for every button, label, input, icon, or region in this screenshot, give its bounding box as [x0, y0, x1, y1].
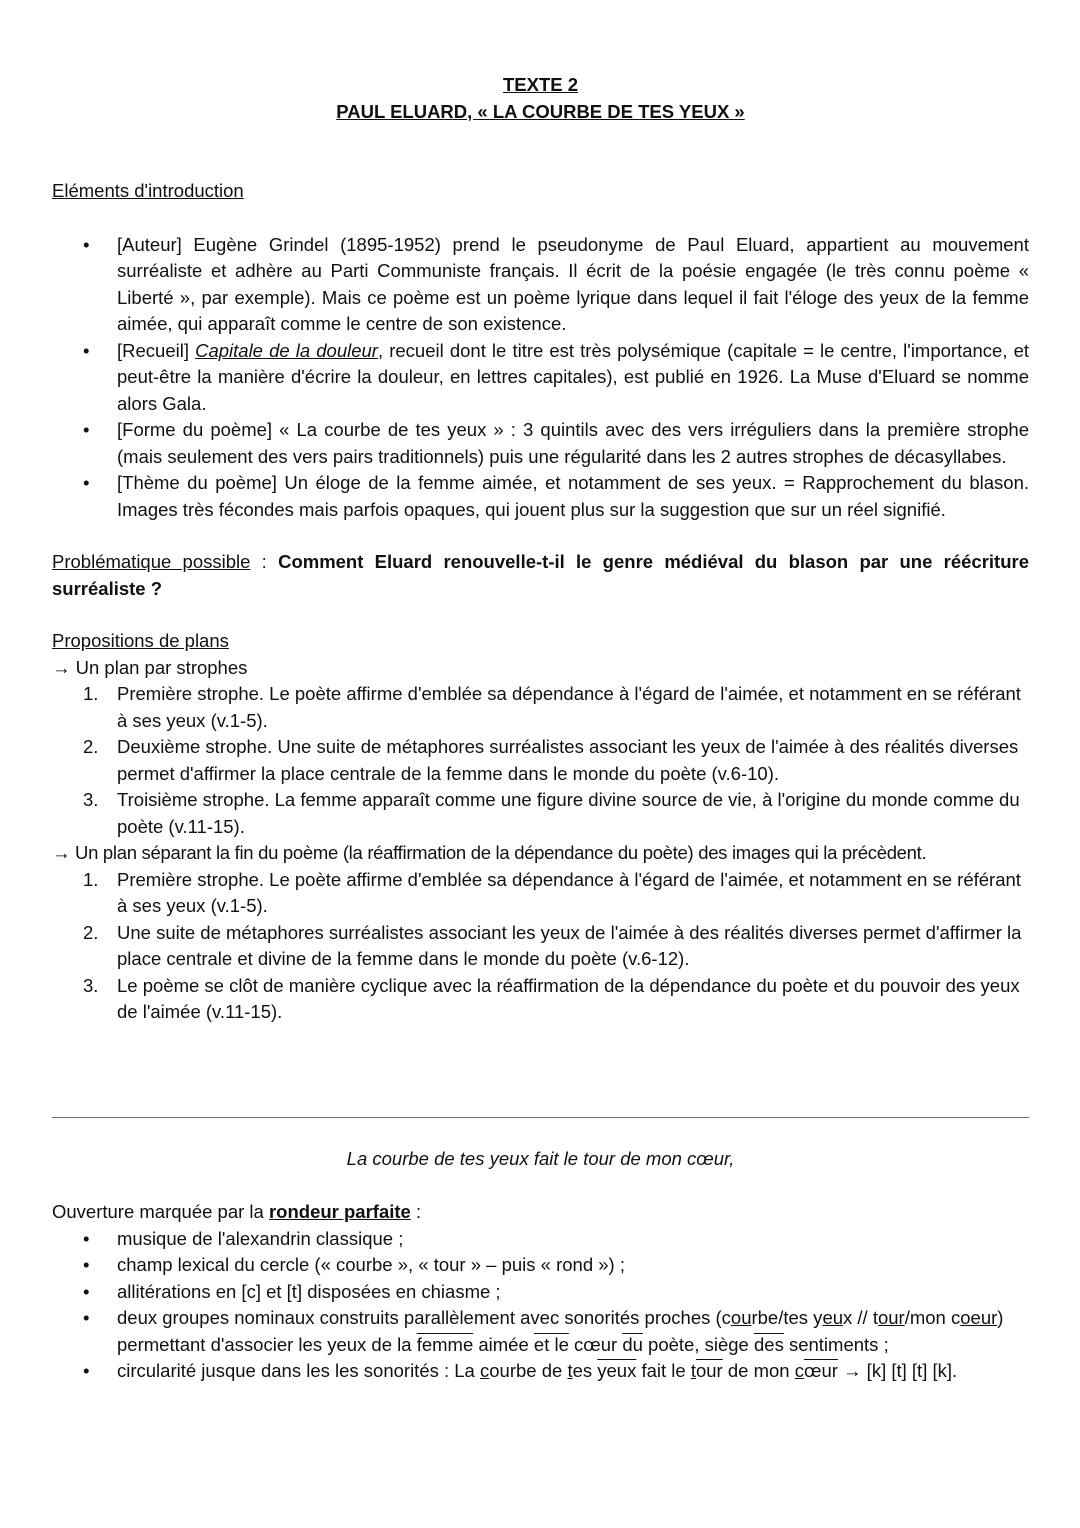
text-segment: poète, siège [642, 1333, 754, 1355]
overlined-word: $\overline{œur}$ [803, 1360, 838, 1381]
plan-item-text: Le poème se clôt de manière cyclique avec la réaffirmation de la dépendance du poète et du pouvoir des yeux de l'aimée (v.11-15). [117, 974, 1020, 1022]
analysis-list [52, 1226, 1029, 1385]
analysis-item-text: champ lexical du cercle (« courbe », « tour » – puis « rond ») ; [117, 1254, 625, 1275]
plan-item-text: Première strophe. Le poète affirme d'emblée sa dépendance à l'égard de l'aimée, et notamment en se référant à ses yeux (v.1-5). [117, 868, 1021, 916]
plan1-title: → Un plan par strophes [52, 656, 248, 678]
bullet-icon: • [83, 1280, 90, 1302]
plan1-item [52, 681, 1029, 734]
overlined-word: yeux [597, 1360, 637, 1381]
plan2-item [52, 920, 1029, 973]
underlined-sound: c [794, 1360, 804, 1381]
analysis-item-text: musique de l'alexandrin classique ; [117, 1227, 404, 1249]
analysis-item [52, 1252, 1029, 1279]
analysis-intro [52, 1199, 1029, 1226]
plan1-item [52, 787, 1029, 840]
text-segment: fait le [636, 1360, 691, 1381]
text-segment: sentiments ; [783, 1333, 889, 1355]
analysis-item-circularity [52, 1358, 1029, 1385]
intro-item-prefix: [Recueil] [117, 339, 196, 361]
problematique-separator: : [250, 551, 279, 572]
bullet-icon: • [83, 1254, 90, 1275]
analysis-item [52, 1279, 1029, 1306]
problematique [52, 549, 1029, 602]
list-number: 3. [83, 974, 99, 996]
intro-item-theme [52, 470, 1029, 523]
plan2-item [52, 973, 1029, 1026]
underlined-sound: oeur [960, 1307, 998, 1328]
plan-item-text: Deuxième strophe. Une suite de métaphores surréalistes associant les yeux de l'aimée à des réalités diverses permet d'affirmer la place centrale de la femme dans le monde du poète (v.6-10). [117, 736, 1019, 784]
document-title-line1: TEXTE 2 [502, 74, 579, 95]
introduction-list [52, 232, 1029, 524]
plan-item-text: Première strophe. Le poète affirme d'emblée sa dépendance à l'égard de l'aimée, et notamment en se référant à ses yeux (v.1-5). [117, 683, 1021, 731]
overlined-word: et le [533, 1333, 569, 1355]
bullet-icon: • [83, 339, 90, 361]
problematique-question: Comment Eluard renouvelle-t-il le genre médiéval du blason par une réécriture surréaliste ? [52, 551, 1030, 599]
bullet-icon: • [83, 1360, 90, 1381]
intro-item-text: , recueil dont le titre est très polysémique (capitale = le centre, l'importance, et peut-être la manière d'écrire la douleur, en lettres capitales), est publié en 1926. La Muse d'Eluard se nomme alors Gala. [117, 339, 1030, 414]
text-segment: es [572, 1360, 598, 1381]
underlined-sound: our [877, 1307, 905, 1328]
intro-item-text: [Thème du poème] Un éloge de la femme aimée, et notamment de ses yeux. = Rapprochement du blason. Images très fécondes mais parfois opaques, qui jouent plus sur la suggestion que sur un réel signifié. [117, 472, 1029, 520]
analysis-intro-suffix: : [410, 1201, 422, 1222]
plan-item-text: Une suite de métaphores surréalistes associant les yeux de l'aimée à des réalités diverses permet d'affirmer la place centrale et divine de la femme dans le monde du poète (v.6-12). [117, 921, 1022, 969]
text-segment: x // t [843, 1307, 878, 1328]
bullet-icon: • [83, 1307, 90, 1328]
bullet-icon: • [83, 419, 90, 440]
plan-item-text: Troisième strophe. La femme apparaît comme une figure divine source de vie, à l'origine du monde comme du poète (v.11-15). [117, 789, 1020, 837]
overlined-word: $\overline{des}$ [754, 1333, 784, 1355]
plans-heading: Propositions de plans [52, 630, 229, 651]
analysis-intro-prefix: Ouverture marquée par la [52, 1201, 269, 1222]
text-segment: circularité jusque dans les les sonorités : La [117, 1360, 480, 1381]
intro-item-collection [52, 338, 1029, 418]
plan2-item [52, 867, 1029, 920]
intro-item-form [52, 417, 1029, 470]
text-segment: de mon [722, 1360, 795, 1381]
plan2-list [52, 867, 1029, 1026]
intro-item-author [52, 232, 1029, 338]
underlined-sound: c [480, 1360, 490, 1381]
problematique-label: Problématique possible [52, 551, 251, 572]
plan1-item [52, 734, 1029, 787]
introduction-heading: Eléments d'introduction [52, 180, 244, 201]
text-segment: /mon c [904, 1307, 961, 1328]
text-segment: ourbe de [489, 1360, 568, 1381]
analysis-intro-emphasis: rondeur parfaite [268, 1201, 411, 1222]
text-segment: cœur [568, 1333, 623, 1355]
verse-analysis [52, 1199, 1029, 1385]
document-title-line2: PAUL ELUARD, « LA COURBE DE TES YEUX » [336, 100, 745, 122]
text-segment: → [k] [t] [t] [k]. [837, 1360, 958, 1381]
text-segment: aimée [473, 1333, 534, 1355]
analysis-item-parallel-groups [52, 1305, 1029, 1358]
underlined-sound: ou [730, 1307, 752, 1328]
overlined-word: $\overline{du}$ [622, 1333, 643, 1355]
overlined-word: femme [416, 1333, 474, 1355]
underlined-sound: t [567, 1360, 573, 1381]
text-segment: ) permettant d'associer les yeux de la [117, 1307, 1004, 1355]
document-page [52, 72, 1029, 1026]
analysis-item [52, 1226, 1029, 1253]
bullet-icon: • [83, 472, 90, 493]
overlined-word: $\overline{our}$ [695, 1360, 723, 1381]
collection-title: Capitale de la douleur [195, 339, 378, 361]
intro-item-text: [Auteur] Eugène Grindel (1895-1952) prend le pseudonyme de Paul Eluard, appartient au mouvement surréaliste et adhère au Parti Communiste français. Il écrit de la poésie engagée (le très connu poème « Liberté », par exemple). Mais ce poème est un poème lyrique dans lequel il fait l'éloge des yeux de la femme aimée, qui apparaît comme le centre de son existence. [117, 233, 1029, 334]
text-segment: rbe/tes y [751, 1307, 823, 1328]
bullet-icon: • [83, 1227, 90, 1249]
plan2-title: → Un plan séparant la fin du poème (la réaffirmation de la dépendance du poète) des images qui la précèdent. [52, 842, 927, 863]
text-segment: deux groupes nominaux construits parallèlement avec sonorités proches (c [117, 1307, 731, 1328]
horizontal-divider [52, 1117, 1029, 1118]
underlined-sound: eu [822, 1307, 844, 1328]
plan1-list [52, 681, 1029, 840]
list-number: 1. [83, 868, 99, 890]
bullet-icon: • [83, 233, 90, 255]
list-number: 1. [83, 683, 99, 704]
analysis-item-text: allitérations en [c] et [t] disposées en chiasme ; [117, 1280, 501, 1302]
intro-item-text: [Forme du poème] « La courbe de tes yeux » : 3 quintils avec des vers irréguliers dans la première strophe (mais seulement des vers pairs traditionnels) puis une régularité dans les 2 autres strophes de décasyllabes. [117, 419, 1029, 467]
list-number: 2. [83, 736, 99, 757]
list-number: 3. [83, 789, 99, 810]
list-number: 2. [83, 921, 99, 943]
poem-verse-line: La courbe de tes yeux fait le tour de mon cœur, [346, 1148, 735, 1169]
underlined-sound: t [690, 1360, 696, 1381]
